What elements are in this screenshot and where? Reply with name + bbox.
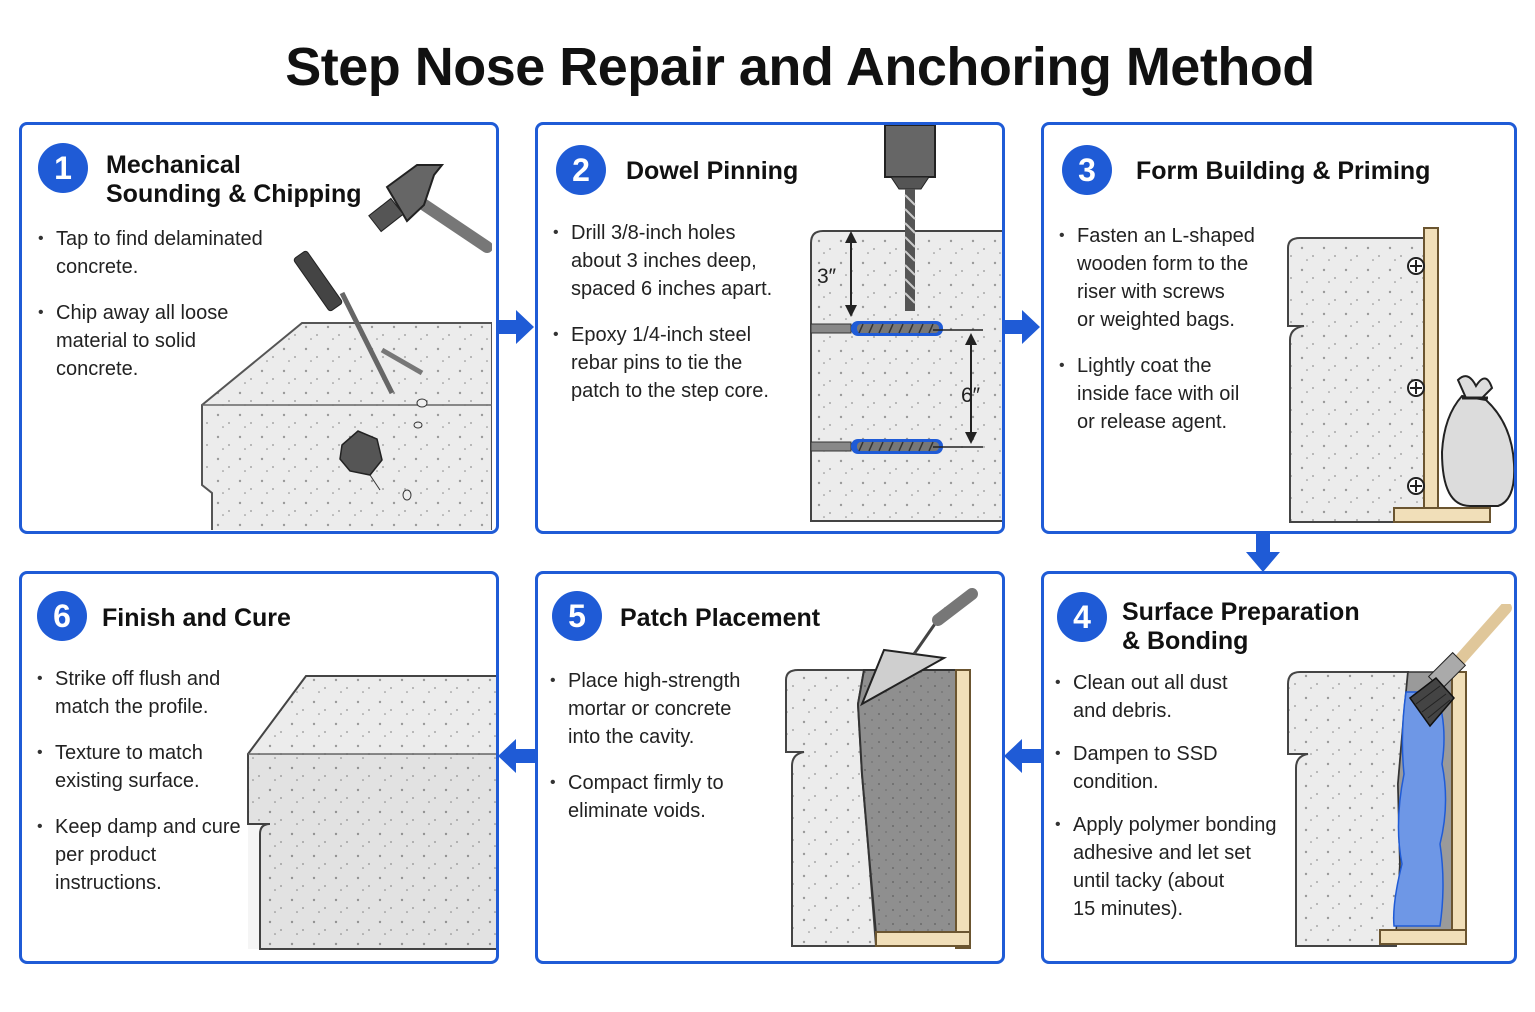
patch-placement-illustration <box>778 584 1004 954</box>
flow-arrow-right <box>498 310 536 344</box>
step-number-badge: 4 <box>1057 592 1107 642</box>
hammer-icon <box>369 165 487 247</box>
step-title-line: Patch Placement <box>620 604 821 632</box>
page-title: Step Nose Repair and Anchoring Method <box>285 37 1315 97</box>
screw-icon <box>1408 478 1424 494</box>
wooden-form <box>956 670 970 948</box>
step-title <box>1136 157 1430 186</box>
step-title <box>102 604 291 633</box>
depth-label: 3″ <box>817 265 837 288</box>
step-title <box>626 157 798 186</box>
step-bullets <box>553 219 793 423</box>
step-number-badge: 6 <box>37 591 87 641</box>
step-title-line: Mechanical <box>106 151 241 179</box>
step-title-line: Surface Preparation <box>1122 598 1360 626</box>
bullet-item: • Compact firmly to eliminate voids. <box>550 769 780 825</box>
chipping-illustration <box>192 145 492 530</box>
bullet-item: • Apply polymer bonding adhesive and let set until tacky (about 15 minutes). <box>1055 811 1295 923</box>
bullet-item: • Tap to find delaminated concrete. <box>38 225 278 281</box>
bullet-item: • Fasten an L-shaped wooden form to the riser with screws or weighted bags. <box>1059 222 1284 334</box>
step-title-line: Dowel Pinning <box>626 157 799 185</box>
step-title-line: Sounding & Chipping <box>106 180 362 208</box>
bullet-item: • Keep damp and cure per product instructions. <box>37 813 272 897</box>
step-bullets <box>37 665 272 915</box>
screw-icon <box>1408 380 1424 396</box>
screw-icon <box>1408 258 1424 274</box>
step-block <box>1288 672 1408 946</box>
step-bullets <box>1055 669 1295 941</box>
bullet-item: • Chip away all loose material to solid concrete. <box>38 299 278 383</box>
step-title-line: & Bonding <box>1122 627 1249 655</box>
bonding-illustration <box>1280 604 1516 954</box>
panel-step-4 <box>1041 571 1517 964</box>
step-title-line: Finish and Cure <box>102 604 291 632</box>
sandbag-icon <box>1442 376 1514 506</box>
bullet-item: • Drill 3/8-inch holes about 3 inches deep, spaced 6 inches apart. <box>553 219 793 303</box>
step-number-badge: 2 <box>556 145 606 195</box>
bullet-item: • Dampen to SSD condition. <box>1055 740 1295 796</box>
step-number-badge: 5 <box>552 591 602 641</box>
bullet-item: • Strike off flush and match the profile. <box>37 665 272 721</box>
bullet-item: • Texture to match existing surface. <box>37 739 272 795</box>
step-number-badge: 3 <box>1062 145 1112 195</box>
step-block <box>202 323 492 530</box>
wooden-form <box>1452 672 1466 944</box>
form-building-illustration <box>1276 220 1516 530</box>
bullet-item: • Lightly coat the inside face with oil or release agent. <box>1059 352 1284 436</box>
wooden-form <box>1424 228 1438 520</box>
bullet-item: • Clean out all dust and debris. <box>1055 669 1295 725</box>
dowel-pinning-illustration <box>793 125 1005 534</box>
step-block <box>1288 238 1424 522</box>
flow-arrow-down <box>1246 532 1280 572</box>
flow-arrow-left <box>498 739 536 773</box>
flow-arrow-left <box>1004 739 1042 773</box>
panel-step-3 <box>1041 122 1517 534</box>
panel-step-6 <box>19 571 499 964</box>
step-title-line: Form Building & Priming <box>1136 157 1431 185</box>
step-bullets <box>550 667 780 843</box>
panel-step-2 <box>535 122 1005 534</box>
panel-step-1 <box>19 122 499 534</box>
patch-mortar <box>858 670 956 934</box>
bullet-item: • Epoxy 1/4-inch steel rebar pins to tie the patch to the step core. <box>553 321 793 405</box>
bullet-item: • Place high-strength mortar or concrete into the cavity. <box>550 667 780 751</box>
step-number-badge: 1 <box>38 143 88 193</box>
step-bullets <box>1059 222 1284 454</box>
finished-step-illustration <box>244 674 499 954</box>
panel-step-5 <box>535 571 1005 964</box>
spacing-label: 6″ <box>961 384 981 407</box>
flow-arrow-right <box>1004 310 1042 344</box>
